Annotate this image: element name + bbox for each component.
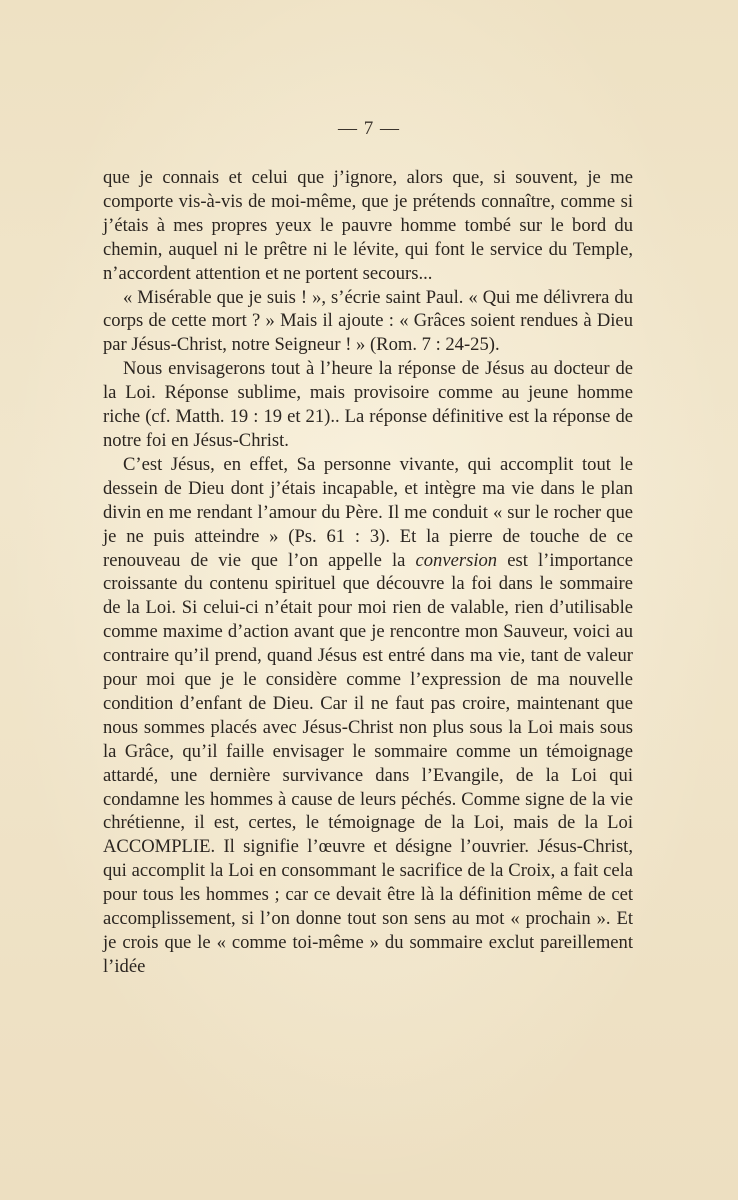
paragraph-text: que je connais et celui que j’ignore, alors que, si souvent, je me comporte vis-à-vis de moi-même, que je prétends connaître, comme si j’étais à mes propres yeux le pauvre homme tombé sur le bord du chemin, auquel ni le prêtre ni le lévite, qui font le service du Temple, n’accordent attention et ne portent secours... [103, 167, 633, 284]
paragraph [103, 357, 633, 453]
paragraph [103, 286, 633, 358]
body-text [103, 166, 633, 979]
paragraph-text: C’est Jésus, en effet, Sa personne vivante, qui accomplit tout le dessein de Dieu dont j’étais incapable, et intègre ma vie dans le plan divin en me rendant l’amour du Père. Il me conduit « sur le rocher que je ne puis atteindre » (Ps. 61 : 3). Et la pierre de touche de ce renouveau de vie que l’on appelle la [103, 453, 633, 571]
page-number: — 7 — [338, 118, 400, 139]
paragraph-text: « Misérable que je suis ! », s’écrie saint Paul. « Qui me délivrera du corps de cette mort ? » Mais il ajoute : « Grâces soient rendues à Dieu par Jésus-Christ, notre Seigneur ! » (Rom. 7 : 24-25). [103, 286, 633, 356]
paragraph [103, 453, 633, 979]
paragraph [103, 166, 633, 286]
emphasized-text: conversion [415, 549, 498, 571]
paragraph-text: est l’importance croissante du contenu spirituel que découvre la foi dans le sommaire de la Loi. Si celui-ci n’était pour moi rien de valable, rien d’utilisable comme maxime d’action avant que je rencontre mon Sauveur, voici au contraire qu’il prend, quand Jésus est entré dans ma vie, tant de valeur pour moi que je le considère comme l’expression de ma nouvelle condition d’enfant de Dieu. Car il ne faut pas croire, maintenant que nous sommes placés avec Jésus-Christ non plus sous la Loi mais sous la Grâce, qu’il faille envisager le sommaire comme un témoignage attardé, une dernière survivance dans l’Evangile, de la Loi qui condamne les hommes à cause de leurs péchés. Comme signe de la vie chrétienne, il est, certes, le témoignage de la Loi, mais de la Loi ACCOMPLIE. Il signifie l’œuvre et désigne l’ouvrier. Jésus-Christ, qui accomplit la Loi en consommant le sacrifice de la Croix, a fait cela pour tous les hommes ; car ce devait être là la définition même de cet accomplissement, si l’on donne tout son sens au mot « prochain ». Et je crois que le « comme toi-même » du sommaire exclut pareillement l’idée [103, 549, 633, 977]
paragraph-text: Nous envisagerons tout à l’heure la réponse de Jésus au docteur de la Loi. Réponse sublime, mais provisoire comme au jeune homme riche (cf. Matth. 19 : 19 et 21).. La réponse définitive est la réponse de notre foi en Jésus-Christ. [103, 358, 633, 451]
